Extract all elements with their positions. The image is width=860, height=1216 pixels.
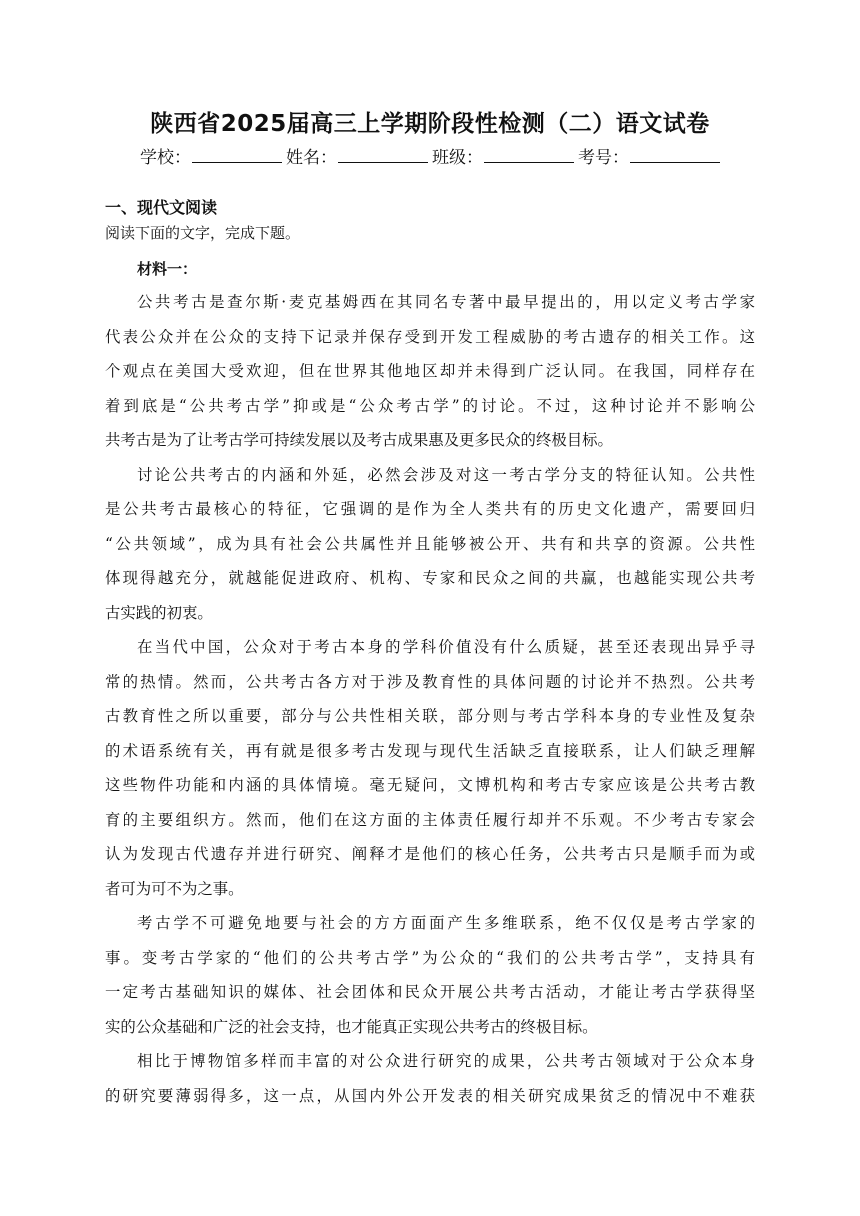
text-line: 育的主要组织方。然而，他们在这方面的主体责任履行却并不乐观。不少考古专家会 bbox=[105, 810, 755, 829]
text-line: 讨论公共考古的内涵和外延，必然会涉及对这一考古学分支的特征认知。公共性 bbox=[137, 465, 755, 484]
class-label: 班级： bbox=[432, 148, 483, 168]
exam-title: 陕西省2025届高三上学期阶段性检测（二）语文试卷 bbox=[150, 111, 710, 137]
text-line: 着到底是“公共考古学”抑或是“公众考古学”的讨论。不过，这种讨论并不影响公 bbox=[105, 396, 755, 415]
text-line: 实的公众基础和广泛的社会支持，也才能真正实现公共考古的终极目标。 bbox=[105, 1017, 598, 1036]
text-line: 常的热情。然而，公共考古各方对于涉及教育性的具体问题的讨论并不热烈。公共考 bbox=[105, 672, 755, 691]
text-line: 的术语系统有关，再有就是很多考古发现与现代生活缺乏直接联系，让人们缺乏理解 bbox=[105, 741, 755, 760]
reading-instruction: 阅读下面的文字，完成下题。 bbox=[105, 224, 301, 242]
exam-number-blank[interactable] bbox=[630, 146, 720, 163]
text-line: 在当代中国，公众对于考古本身的学科价值没有什么质疑，甚至还表现出异乎寻 bbox=[137, 638, 755, 656]
text-line: 这些物件功能和内涵的具体情境。毫无疑问，文博机构和考古专家应该是公共考古教 bbox=[105, 776, 755, 794]
exam-number-label: 考号： bbox=[578, 148, 629, 168]
paragraph bbox=[105, 458, 755, 631]
text-line: “公共领域”，成为具有社会公共属性并且能够被公开、共有和共享的资源。公共性 bbox=[105, 534, 755, 553]
paragraph bbox=[105, 1044, 755, 1113]
text-line: 者可为可不为之事。 bbox=[105, 879, 244, 898]
text-line: 个观点在美国大受欢迎，但在世界其他地区却并未得到广泛认同。在我国，同样存在 bbox=[105, 362, 755, 380]
text-line: 考古学不可避免地要与社会的方方面面产生多维联系，绝不仅仅是考古学家的 bbox=[137, 914, 755, 932]
class-blank[interactable] bbox=[484, 146, 574, 163]
exam-number-field[interactable] bbox=[578, 145, 720, 171]
text-line: 共考古是为了让考古学可持续发展以及考古成果惠及更多民众的终极目标。 bbox=[105, 431, 613, 449]
text-line: 相比于博物馆多样而丰富的对公众进行研究的成果，公共考古领域对于公众本身 bbox=[137, 1052, 755, 1070]
material-label: 材料一： bbox=[137, 260, 198, 278]
paragraph bbox=[105, 906, 755, 1044]
name-field[interactable] bbox=[286, 145, 428, 171]
section-heading: 一、现代文阅读 bbox=[105, 198, 218, 217]
paragraph bbox=[105, 285, 755, 458]
text-line: 的研究要薄弱得多，这一点，从国内外公开发表的相关研究成果贫乏的情况中不难获 bbox=[105, 1086, 755, 1105]
name-blank[interactable] bbox=[338, 146, 428, 163]
text-line: 代表公众并在公众的支持下记录并保存受到开发工程威胁的考古遗存的相关工作。这 bbox=[105, 327, 755, 346]
text-line: 一定考古基础知识的媒体、社会团体和民众开展公共考古活动，才能让考古学获得坚 bbox=[105, 983, 755, 1001]
text-line: 事。变考古学家的“他们的公共考古学”为公众的“我们的公共考古学”，支持具有 bbox=[105, 948, 755, 967]
text-line: 公共考古是查尔斯·麦克基姆西在其同名专著中最早提出的，用以定义考古学家 bbox=[137, 293, 755, 311]
material-body bbox=[105, 285, 755, 1113]
text-line: 体现得越充分，就越能促进政府、机构、专家和民众之间的共赢，也越能实现公共考 bbox=[105, 569, 755, 587]
school-field[interactable] bbox=[140, 145, 282, 171]
text-line: 古实践的初衷。 bbox=[105, 603, 213, 622]
paragraph bbox=[105, 630, 755, 906]
name-label: 姓名： bbox=[286, 148, 337, 168]
text-line: 认为发现古代遗存并进行研究、阐释才是他们的核心任务，公共考古只是顺手而为或 bbox=[105, 845, 755, 863]
school-blank[interactable] bbox=[192, 146, 282, 163]
school-label: 学校： bbox=[140, 148, 191, 168]
text-line: 是公共考古最核心的特征，它强调的是作为全人类共有的历史文化遗产，需要回归 bbox=[105, 500, 755, 518]
student-info-line bbox=[0, 145, 860, 171]
class-field[interactable] bbox=[432, 145, 574, 171]
text-line: 古教育性之所以重要，部分与公共性相关联，部分则与考古学科本身的专业性及复杂 bbox=[105, 707, 755, 725]
